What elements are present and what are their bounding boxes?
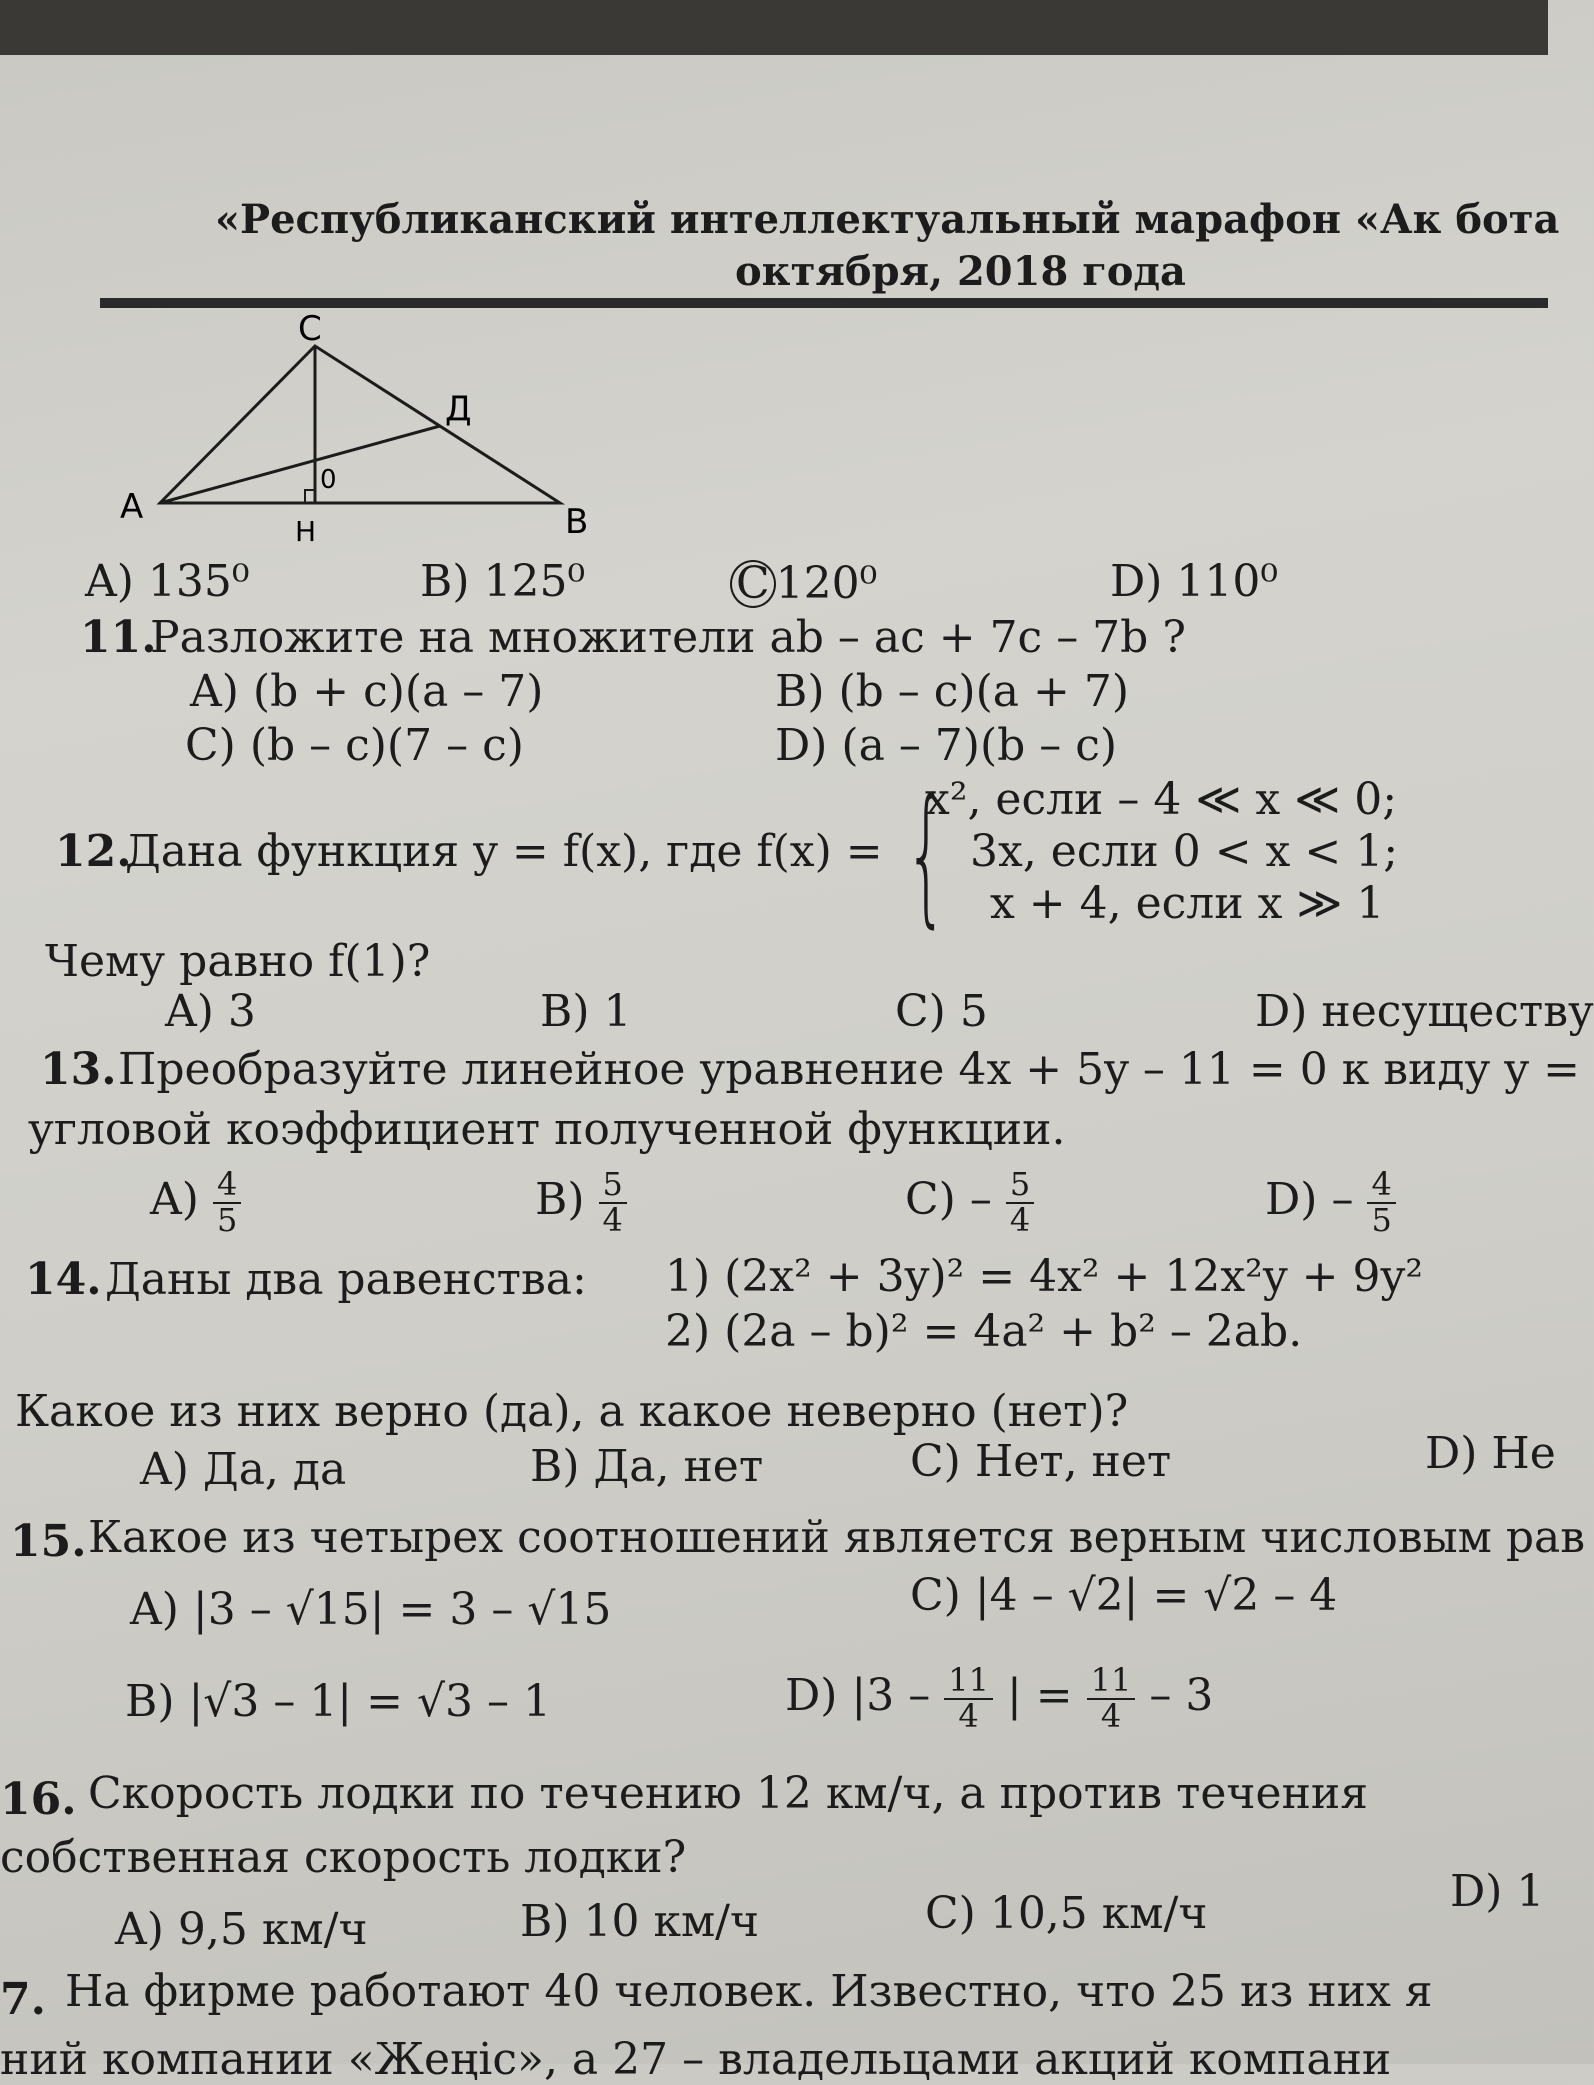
q12-case-2: 3x, если 0 < x < 1; xyxy=(970,826,1399,877)
label-d: Д xyxy=(445,389,472,429)
header-date: октября, 2018 года xyxy=(735,248,1186,295)
q12-question: Чему равно f(1)? xyxy=(45,936,431,987)
q11-option-a[interactable]: A) (b + c)(a – 7) xyxy=(190,666,544,717)
q11-number: 11. xyxy=(80,612,157,663)
q14-option-b[interactable]: B) Да, нет xyxy=(530,1441,764,1492)
q13-option-b[interactable]: B) $\frac{5}{4}$ xyxy=(535,1168,627,1237)
q17-text-line2: ний компании «Жеңіс», а 27 – владельцами акций компани xyxy=(0,2034,1392,2085)
q10-option-c[interactable]: C 120⁰ xyxy=(730,560,877,608)
label-a: A xyxy=(120,487,144,527)
q13-option-c[interactable]: C) – $\frac{5}{4}$ xyxy=(905,1168,1034,1237)
selected-answer-circle: C xyxy=(730,560,776,608)
q13-option-a[interactable]: A) $\frac{4}{5}$ xyxy=(150,1168,241,1237)
header-rule xyxy=(100,298,1548,308)
q12-option-c[interactable]: C) 5 xyxy=(895,986,988,1037)
q17-number: 7. xyxy=(0,1974,46,2025)
label-h: H xyxy=(295,515,317,548)
q16-text-line1: Скорость лодки по течению 12 км/ч, а против течения xyxy=(88,1768,1368,1819)
q16-option-a[interactable]: A) 9,5 км/ч xyxy=(115,1904,368,1955)
q14-equation-2: 2) (2a – b)² = 4a² + b² – 2ab. xyxy=(665,1306,1303,1357)
q12-option-b[interactable]: B) 1 xyxy=(540,986,632,1037)
q15-option-a[interactable]: A) |3 – √15| = 3 – √15 xyxy=(130,1584,612,1635)
triangle-figure xyxy=(120,309,620,548)
q16-number: 16. xyxy=(0,1774,77,1825)
header-title: «Республиканский интеллектуальный марафон «Ак бота xyxy=(215,196,1560,243)
q15-option-b[interactable]: B) |√3 – 1| = √3 – 1 xyxy=(125,1676,551,1727)
q13-option-d[interactable]: D) – $\frac{4}{5}$ xyxy=(1265,1168,1396,1237)
q14-number: 14. xyxy=(25,1254,102,1305)
q14-option-d[interactable]: D) Не xyxy=(1425,1428,1556,1479)
piecewise-brace: { xyxy=(905,768,948,942)
q11-option-d[interactable]: D) (a – 7)(b – c) xyxy=(775,720,1118,771)
q12-case-3: x + 4, если x ≫ 1 xyxy=(990,878,1385,929)
q10-option-a[interactable]: A) 135⁰ xyxy=(85,556,250,607)
q16-option-c[interactable]: C) 10,5 км/ч xyxy=(925,1888,1208,1939)
q12-text: Дана функция y = f(x), где f(x) = xyxy=(125,826,883,877)
label-b: B xyxy=(565,502,589,542)
q17-text-line1: На фирме работают 40 человек. Известно, что 25 из них я xyxy=(65,1966,1433,2017)
q10-option-d[interactable]: D) 110⁰ xyxy=(1110,556,1279,607)
photo-dark-edge xyxy=(0,0,1548,55)
q12-case-1: x², если – 4 ≪ x ≪ 0; xyxy=(925,774,1398,825)
q16-text-line2: собственная скорость лодки? xyxy=(0,1832,687,1883)
q15-option-d[interactable]: D) |3 – $\frac{11}{4}$ | = $\frac{11}{4}$ – 3 xyxy=(785,1661,1214,1735)
q11-text: Разложите на множители ab – ac + 7c – 7b ? xyxy=(150,612,1186,663)
q14-option-c[interactable]: C) Нет, нет xyxy=(910,1436,1172,1487)
label-c: C xyxy=(298,309,322,349)
q12-option-a[interactable]: A) 3 xyxy=(165,986,256,1037)
q14-equation-1: 1) (2x² + 3y)² = 4x² + 12x²y + 9y² xyxy=(665,1251,1424,1302)
label-o: 0 xyxy=(320,465,337,495)
q14-question: Какое из них верно (да), а какое неверно (нет)? xyxy=(15,1386,1129,1437)
triangle-abc xyxy=(160,346,560,503)
q12-number: 12. xyxy=(55,826,132,877)
q15-option-c[interactable]: C) |4 – √2| = √2 – 4 xyxy=(910,1570,1338,1621)
q12-option-d[interactable]: D) несуществу xyxy=(1255,986,1594,1037)
q14-option-a[interactable]: A) Да, да xyxy=(140,1444,347,1495)
q13-text-line2: угловой коэффициент полученной функции. xyxy=(28,1104,1066,1155)
q11-option-c[interactable]: C) (b – c)(7 – c) xyxy=(185,720,524,771)
q13-number: 13. xyxy=(40,1044,117,1095)
q11-option-b[interactable]: B) (b – c)(a + 7) xyxy=(775,666,1129,717)
q14-text: Даны два равенства: xyxy=(105,1254,587,1305)
q10-option-b[interactable]: B) 125⁰ xyxy=(420,556,586,607)
q16-option-d[interactable]: D) 1 xyxy=(1450,1866,1545,1917)
q15-number: 15. xyxy=(10,1516,87,1567)
q15-text: Какое из четырех соотношений является верным числовым рав xyxy=(88,1512,1586,1563)
q13-text-line1: Преобразуйте линейное уравнение 4x + 5y – 11 = 0 к виду y = xyxy=(118,1044,1580,1095)
q16-option-b[interactable]: B) 10 км/ч xyxy=(520,1896,760,1947)
segment-ad xyxy=(160,426,440,503)
